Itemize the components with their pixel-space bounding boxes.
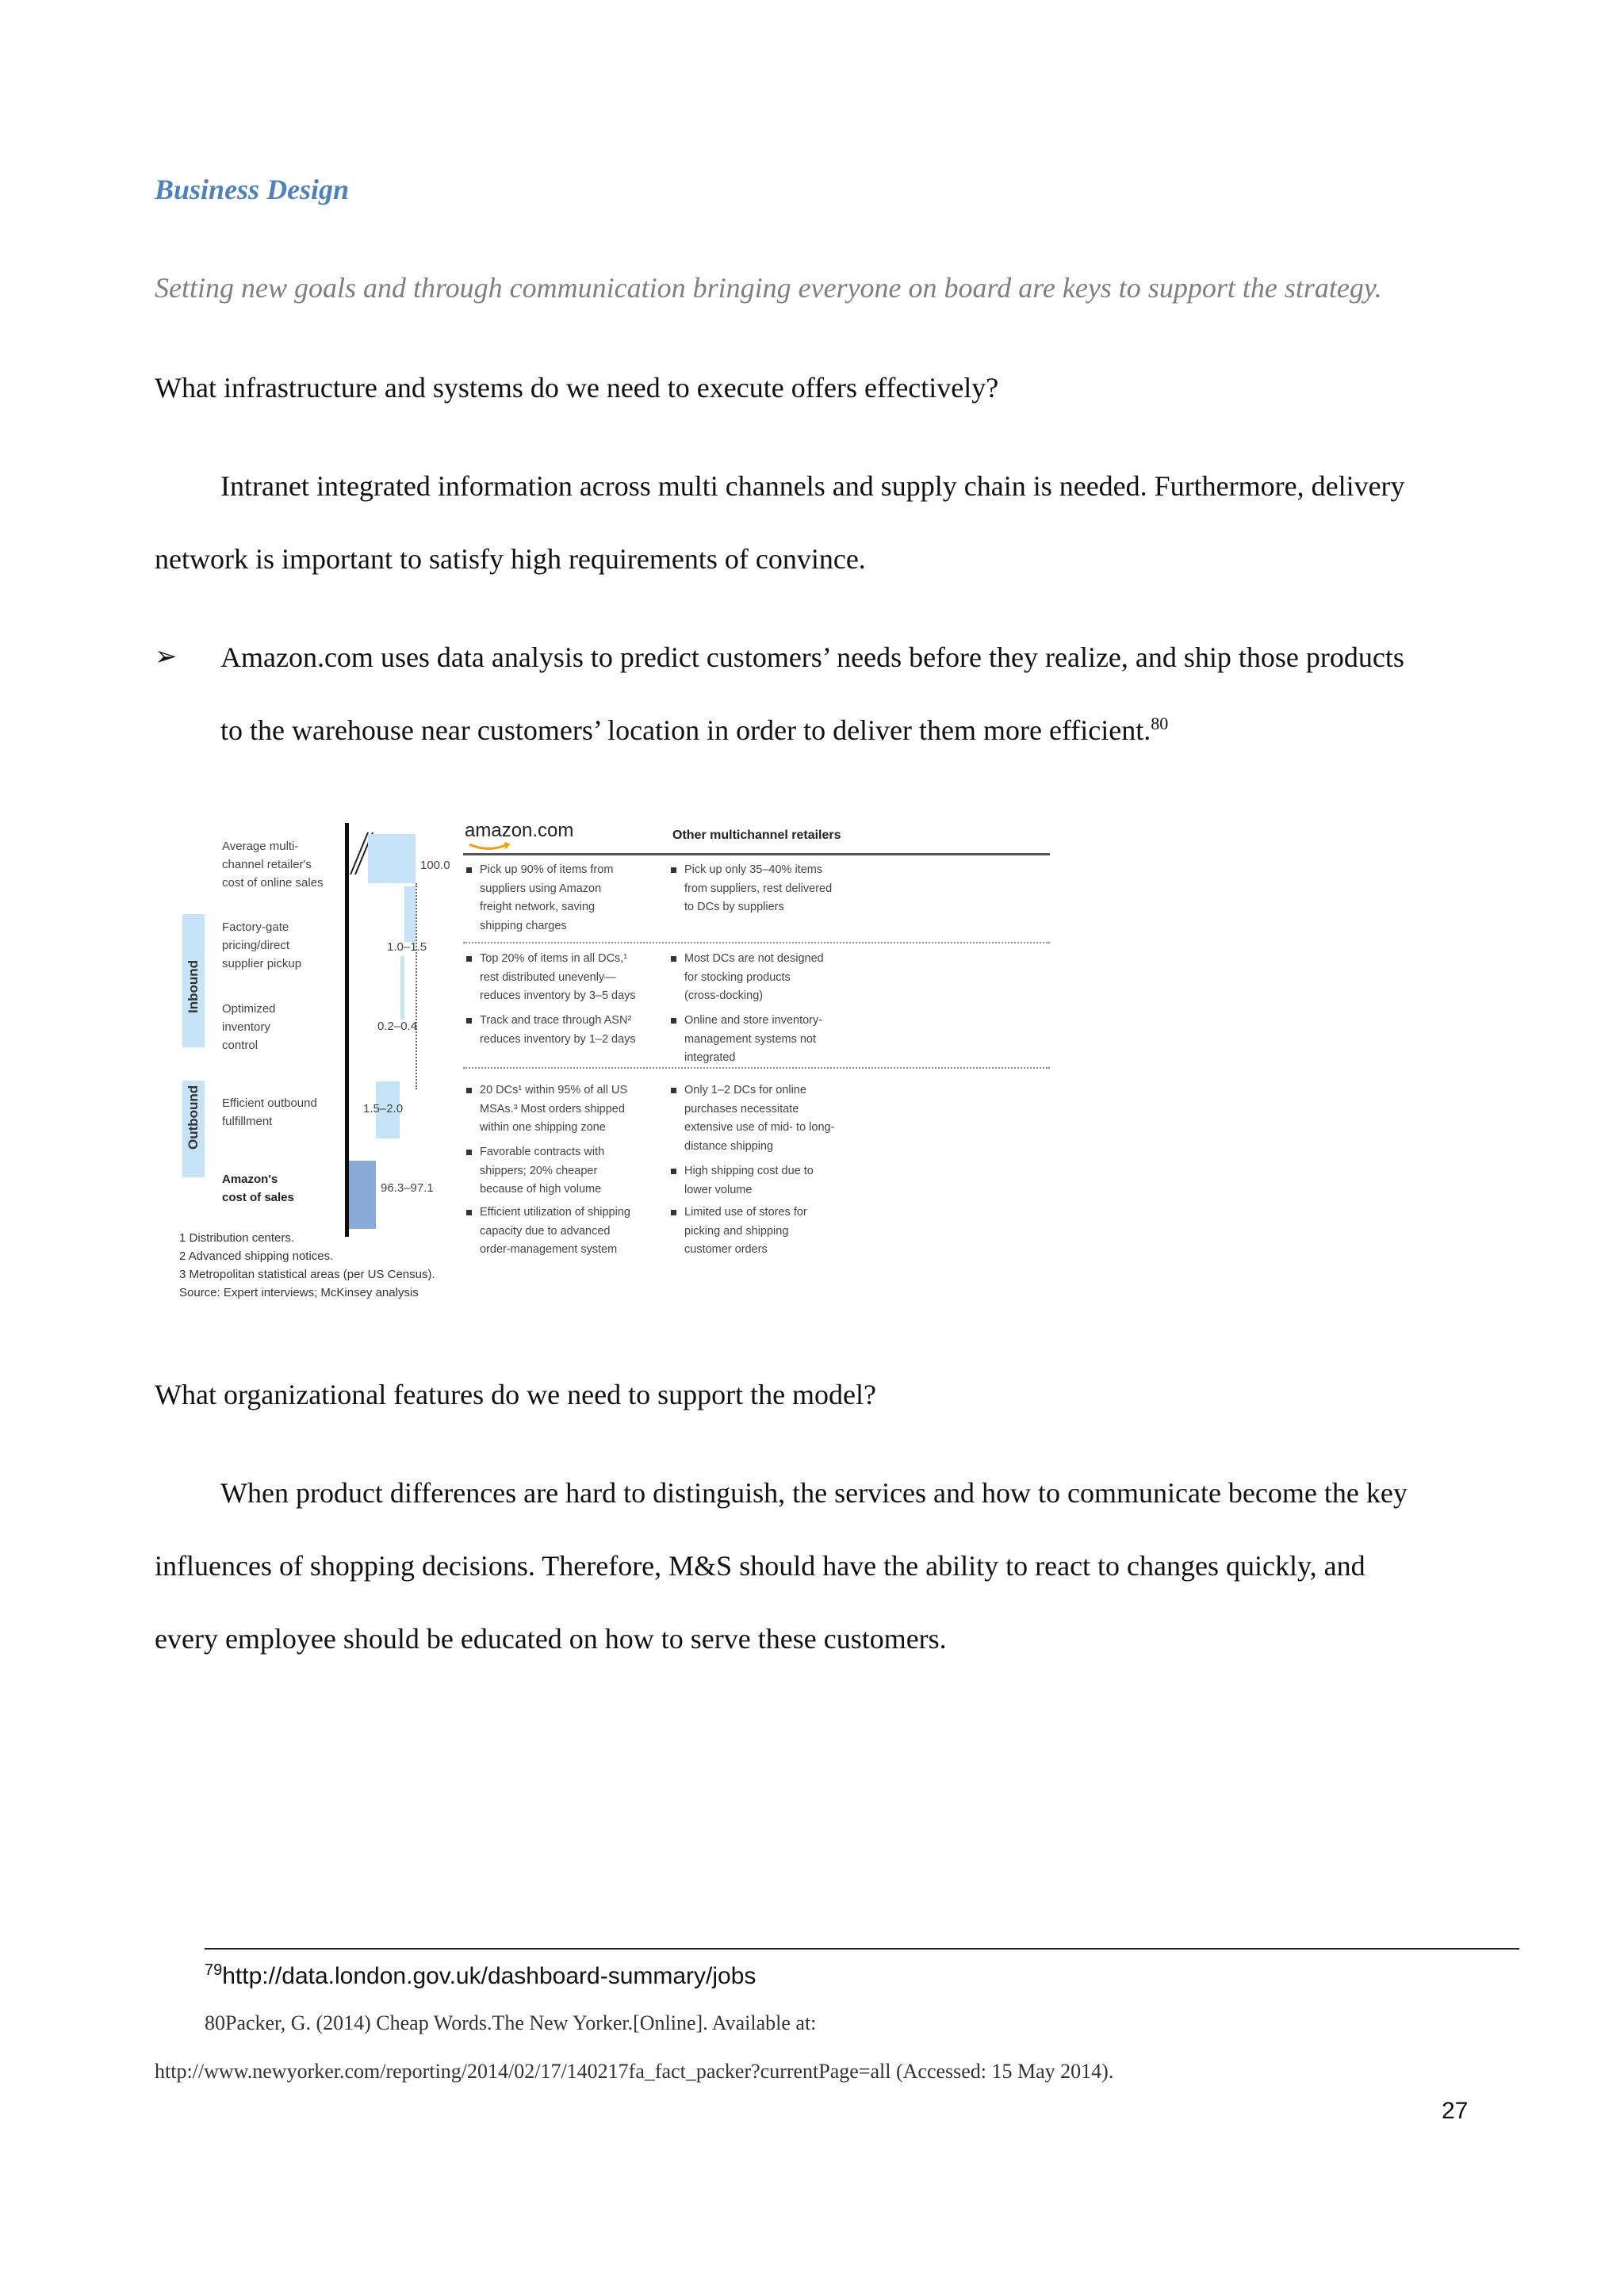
item-line: distance shipping — [684, 1139, 774, 1153]
item-line: lower volume — [684, 1183, 753, 1196]
figure-notes — [179, 1229, 435, 1302]
item-line: Pick up 90% of items from — [480, 863, 614, 876]
item-line: Only 1–2 DCs for online — [684, 1084, 806, 1096]
outbound-label: Outbound — [186, 1085, 201, 1150]
row-label-amazon — [222, 1170, 294, 1207]
amazon-item-pickup — [466, 861, 613, 936]
footnote-79-number: 79 — [205, 1961, 223, 1979]
row-value-factory: 1.0–1.5 — [387, 940, 427, 954]
row-label-factory — [222, 918, 301, 973]
row-label-line: cost of sales — [222, 1191, 294, 1204]
section-heading: Business Design — [155, 174, 350, 205]
other-item-dcs — [671, 950, 824, 1006]
footnote-80-line-2[interactable]: http://www.newyorker.com/reporting/2014/02/17/140217fa_fact_packer?currentPage=all (Accessed: 15 May 2014). — [155, 2060, 1114, 2083]
item-line: management systems not — [684, 1032, 817, 1046]
paragraph-2-line-1: When product differences are hard to distinguish, the services and how to communicate become the key — [220, 1477, 1408, 1509]
amazon-item-dcs — [466, 950, 636, 1006]
row-label-line: fulfillment — [222, 1115, 273, 1128]
row-label-line: Amazon's — [222, 1173, 278, 1186]
footnote-79 — [205, 1963, 756, 1990]
item-line: (cross-docking) — [684, 989, 764, 1002]
item-line: from suppliers, rest delivered — [684, 882, 833, 895]
footnote-ref-80: 80 — [1151, 714, 1169, 733]
amazon-smile-icon — [468, 842, 512, 851]
item-line: 20 DCs¹ within 95% of all US — [480, 1084, 628, 1096]
paragraph-1-line-1: Intranet integrated information across multi channels and supply chain is needed. Furthermore, delivery — [220, 470, 1405, 502]
question-organization: What organizational features do we need to support the model? — [155, 1379, 877, 1410]
item-line: High shipping cost due to — [684, 1165, 814, 1177]
footnote-79-link[interactable]: http://data.london.gov.uk/dashboard-summary/jobs — [222, 1963, 756, 1989]
row-label-line: Optimized — [222, 1002, 276, 1016]
item-line: suppliers using Amazon — [480, 882, 602, 895]
amazon-cost-figure — [176, 815, 879, 1307]
bar-inventory — [400, 956, 404, 1020]
other-item-inventory — [671, 1012, 822, 1068]
row-value-outbound: 1.5–2.0 — [363, 1102, 404, 1115]
row-label-inventory — [222, 1000, 276, 1054]
bullet-arrow-icon: ➢ — [155, 642, 178, 672]
item-line: Top 20% of items in all DCs,¹ — [480, 952, 628, 965]
figure-note: 3 Metropolitan statistical areas (per US Census). — [179, 1268, 435, 1281]
item-line: order-management system — [480, 1243, 618, 1256]
other-retailers-header: Other multichannel retailers — [672, 828, 841, 842]
connector-dashes — [416, 883, 417, 1089]
row-separator — [463, 1067, 1050, 1069]
paragraph-2-line-3: every employee should be educated on how to serve these customers. — [155, 1623, 947, 1655]
row-label-line: control — [222, 1039, 259, 1052]
item-line: to DCs by suppliers — [684, 901, 784, 913]
row-label-average — [222, 837, 324, 892]
item-line: shipping charges — [480, 919, 567, 932]
question-infrastructure: What infrastructure and systems do we need to execute offers effectively? — [155, 372, 999, 404]
header-rule — [463, 853, 1050, 855]
bullet-line-2-text: to the warehouse near customers’ location in order to deliver them more efficient. — [220, 714, 1151, 746]
item-line: because of high volume — [480, 1183, 602, 1196]
item-line: extensive use of mid- to long- — [684, 1121, 835, 1134]
amazon-item-asn — [466, 1012, 636, 1049]
section-subtitle: Setting new goals and through communication bringing everyone on board are keys to support the strategy. — [155, 272, 1382, 304]
bullet-line-2 — [220, 714, 1168, 747]
inbound-label: Inbound — [186, 959, 201, 1013]
footnote-80-line-1: 80Packer, G. (2014) Cheap Words.The New Yorker.[Online]. Available at: — [205, 2011, 817, 2034]
item-line: integrated — [684, 1051, 736, 1064]
amazon-item-20dcs — [466, 1081, 627, 1138]
amazon-item-contracts — [466, 1143, 604, 1200]
item-line: shippers; 20% cheaper — [480, 1164, 598, 1177]
bar-factory-gate — [404, 886, 416, 942]
item-line: reduces inventory by 3–5 days — [480, 989, 636, 1002]
amazon-logo: amazon.com — [465, 820, 574, 841]
row-label-line: Factory-gate — [222, 920, 289, 934]
item-line: reduces inventory by 1–2 days — [480, 1032, 636, 1046]
row-value-amazon: 96.3–97.1 — [381, 1181, 434, 1195]
other-item-pickup — [671, 861, 832, 917]
figure-note: 2 Advanced shipping notices. — [179, 1249, 334, 1263]
page-number: 27 — [1442, 2098, 1469, 2124]
row-label-outbound — [222, 1094, 317, 1131]
row-label-line: pricing/direct — [222, 939, 290, 952]
row-value-average: 100.0 — [420, 859, 450, 872]
bar-amazon-cost — [349, 1161, 376, 1229]
item-line: customer orders — [684, 1243, 768, 1256]
item-line: within one shipping zone — [480, 1121, 606, 1134]
row-label-line: Average multi- — [222, 840, 299, 853]
figure-note: 1 Distribution centers. — [179, 1231, 295, 1245]
paragraph-2-line-2: influences of shopping decisions. Therefore, M&S should have the ability to react to changes quickly, and — [155, 1550, 1365, 1582]
item-line: for stocking products — [684, 970, 791, 984]
other-item-stores — [671, 1203, 807, 1260]
bar-average-cost — [368, 834, 416, 883]
item-line: MSAs.³ Most orders shipped — [480, 1102, 625, 1115]
other-item-online-dcs — [671, 1081, 834, 1156]
row-label-line: cost of online sales — [222, 876, 324, 890]
row-value-inventory: 0.2–0.4 — [377, 1020, 418, 1033]
item-line: purchases necessitate — [684, 1102, 799, 1115]
figure-note: Source: Expert interviews; McKinsey analysis — [179, 1286, 419, 1299]
item-line: Pick up only 35–40% items — [684, 863, 823, 876]
row-label-line: inventory — [222, 1020, 270, 1034]
row-separator — [463, 942, 1050, 943]
row-label-line: Efficient outbound — [222, 1096, 317, 1110]
item-line: Favorable contracts with — [480, 1146, 605, 1158]
item-line: Limited use of stores for — [684, 1206, 807, 1219]
item-line: Online and store inventory- — [684, 1014, 823, 1027]
row-label-line: supplier pickup — [222, 957, 302, 970]
item-line: Track and trace through ASN² — [480, 1014, 632, 1027]
item-line: picking and shipping — [684, 1224, 789, 1238]
amazon-item-utilization — [466, 1203, 630, 1260]
row-label-line: channel retailer's — [222, 858, 312, 871]
item-line: rest distributed unevenly— — [480, 970, 616, 984]
bullet-line-1: Amazon.com uses data analysis to predict customers’ needs before they realize, and ship those products — [220, 641, 1404, 673]
other-item-shipping-cost — [671, 1162, 814, 1200]
item-line: Most DCs are not designed — [684, 952, 824, 965]
footnote-separator — [205, 1948, 1519, 1950]
item-line: capacity due to advanced — [480, 1224, 611, 1238]
item-line: Efficient utilization of shipping — [480, 1206, 630, 1219]
paragraph-1-line-2: network is important to satisfy high requirements of convince. — [155, 543, 866, 575]
item-line: freight network, saving — [480, 901, 596, 913]
